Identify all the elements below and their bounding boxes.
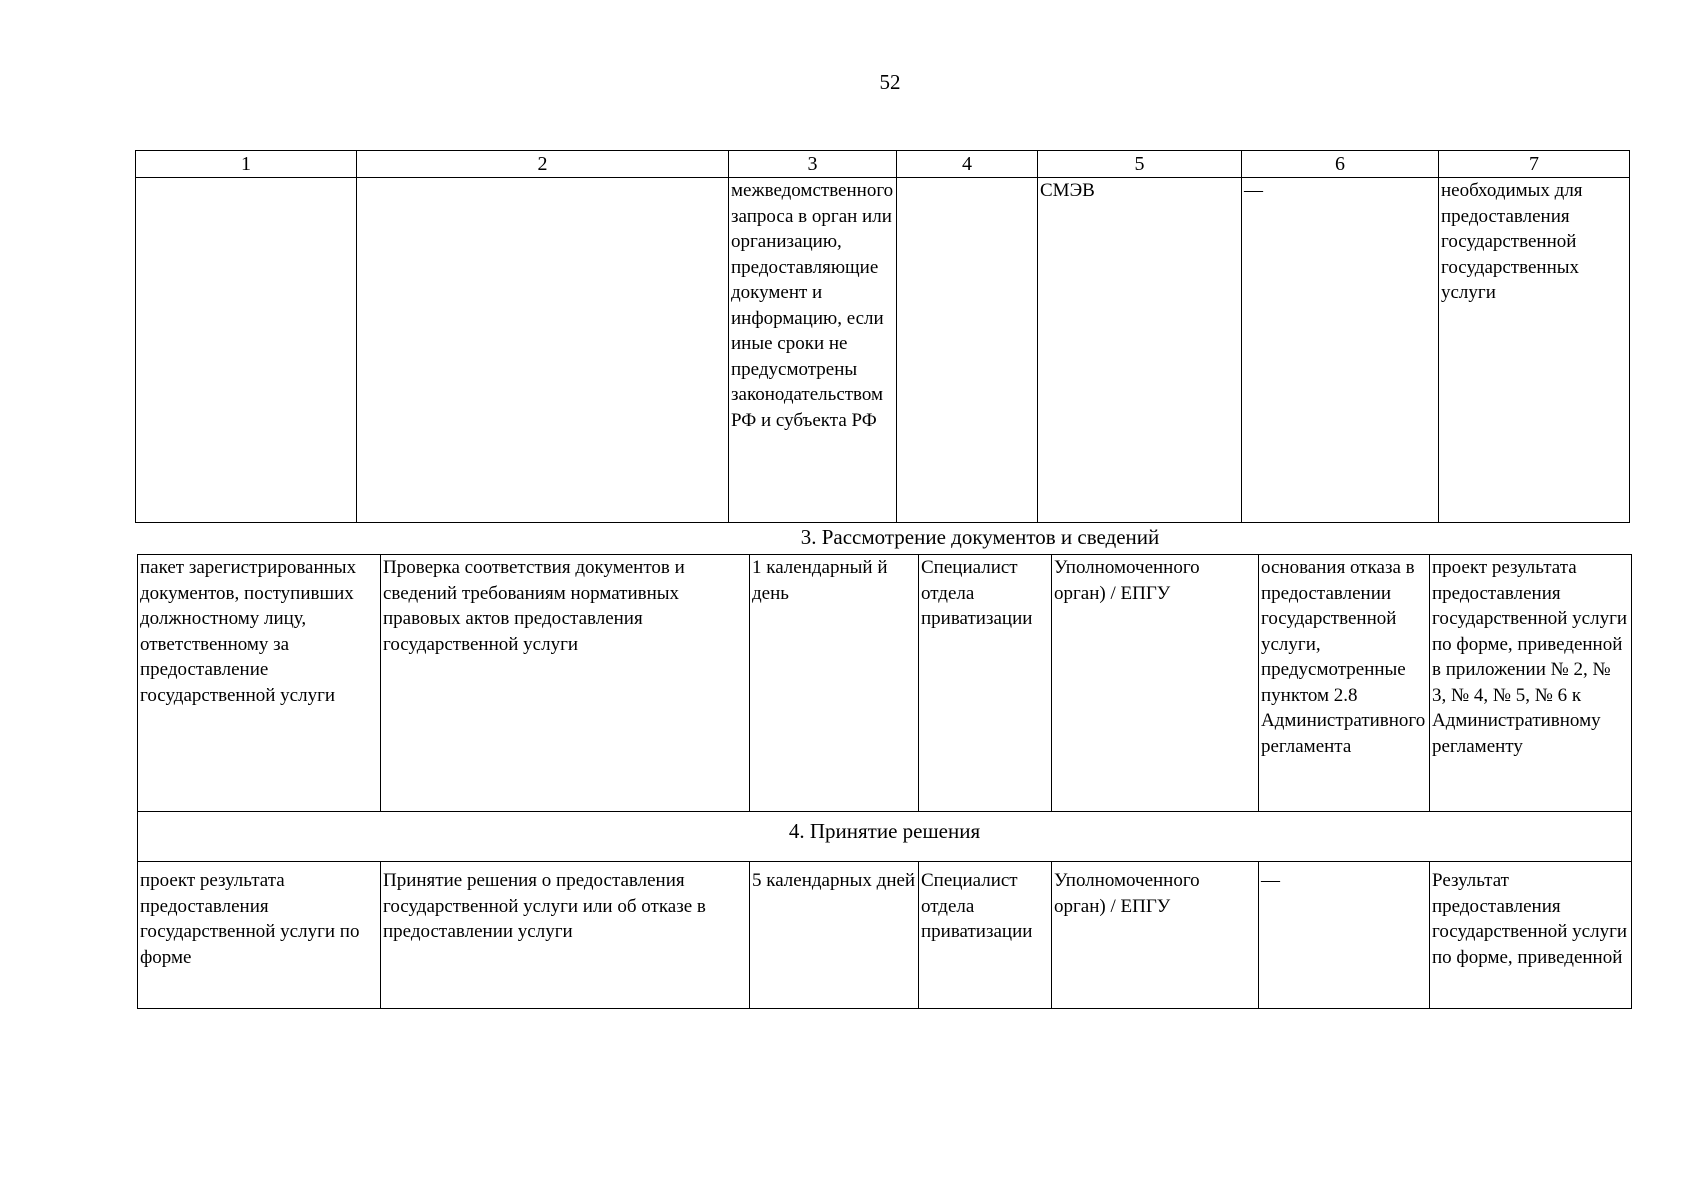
procedures-table (137, 554, 1632, 1009)
column-number-row (136, 151, 1630, 178)
cell-c1 (136, 178, 357, 523)
section-4-row (138, 862, 1632, 1009)
cell-c3: межведомственного запроса в орган или организацию, предоставляющие документ и информацию, если иные сроки не предусмотрены законодательством РФ и субъекта РФ (729, 178, 897, 523)
cell-c1: пакет зарегистрированных документов, поступивших должностному лицу, ответственному за предоставление государственной услуги (138, 555, 381, 812)
continuation-row (136, 178, 1630, 523)
cell-c6: — (1259, 862, 1430, 1009)
cell-c3: 1 календарный й день (750, 555, 919, 812)
cell-c6: — (1242, 178, 1439, 523)
section-3-title: 3. Рассмотрение документов и сведений (800, 525, 1160, 549)
cell-c6: основания отказа в предоставлении государственной услуги, предусмотренные пунктом 2.8 Административного регламента (1259, 555, 1430, 812)
section-4-title-row (138, 812, 1632, 862)
cell-c4: Специалист отдела приватизации (919, 555, 1052, 812)
cell-c5: Уполномоченного орган) / ЕПГУ (1052, 862, 1259, 1009)
cell-c2: Проверка соответствия документов и сведений требованиям нормативных правовых актов предоставления государственной услуги (381, 555, 750, 812)
cell-c7: необходимых для предоставления государственной государственных услуги (1439, 178, 1630, 523)
col-number-1: 1 (136, 151, 357, 178)
cell-c4: Специалист отдела приватизации (919, 862, 1052, 1009)
col-number-2: 2 (357, 151, 729, 178)
col-number-3: 3 (729, 151, 897, 178)
col-number-7: 7 (1439, 151, 1630, 178)
continuation-table (135, 150, 1630, 523)
cell-c7: Результат предоставления государственной услуги по форме, приведенной (1430, 862, 1632, 1009)
section-3-row (138, 555, 1632, 812)
col-number-5: 5 (1038, 151, 1242, 178)
cell-c2: Принятие решения о предоставления государственной услуги или об отказе в предоставлении услуги (381, 862, 750, 1009)
cell-c5: СМЭВ (1038, 178, 1242, 523)
col-number-4: 4 (897, 151, 1038, 178)
col-number-6: 6 (1242, 151, 1439, 178)
page-number: 52 (879, 70, 901, 94)
section-4-title: 4. Принятие решения (138, 812, 1632, 862)
cell-c2 (357, 178, 729, 523)
cell-c5: Уполномоченного орган) / ЕПГУ (1052, 555, 1259, 812)
cell-c1: проект результата предоставления государственной услуги по форме (138, 862, 381, 1009)
cell-c7: проект результата предоставления государственной услуги по форме, приведенной в приложении № 2, № 3, № 4, № 5, № 6 к Административному регламенту (1430, 555, 1632, 812)
cell-c4 (897, 178, 1038, 523)
cell-c3: 5 календарных дней (750, 862, 919, 1009)
